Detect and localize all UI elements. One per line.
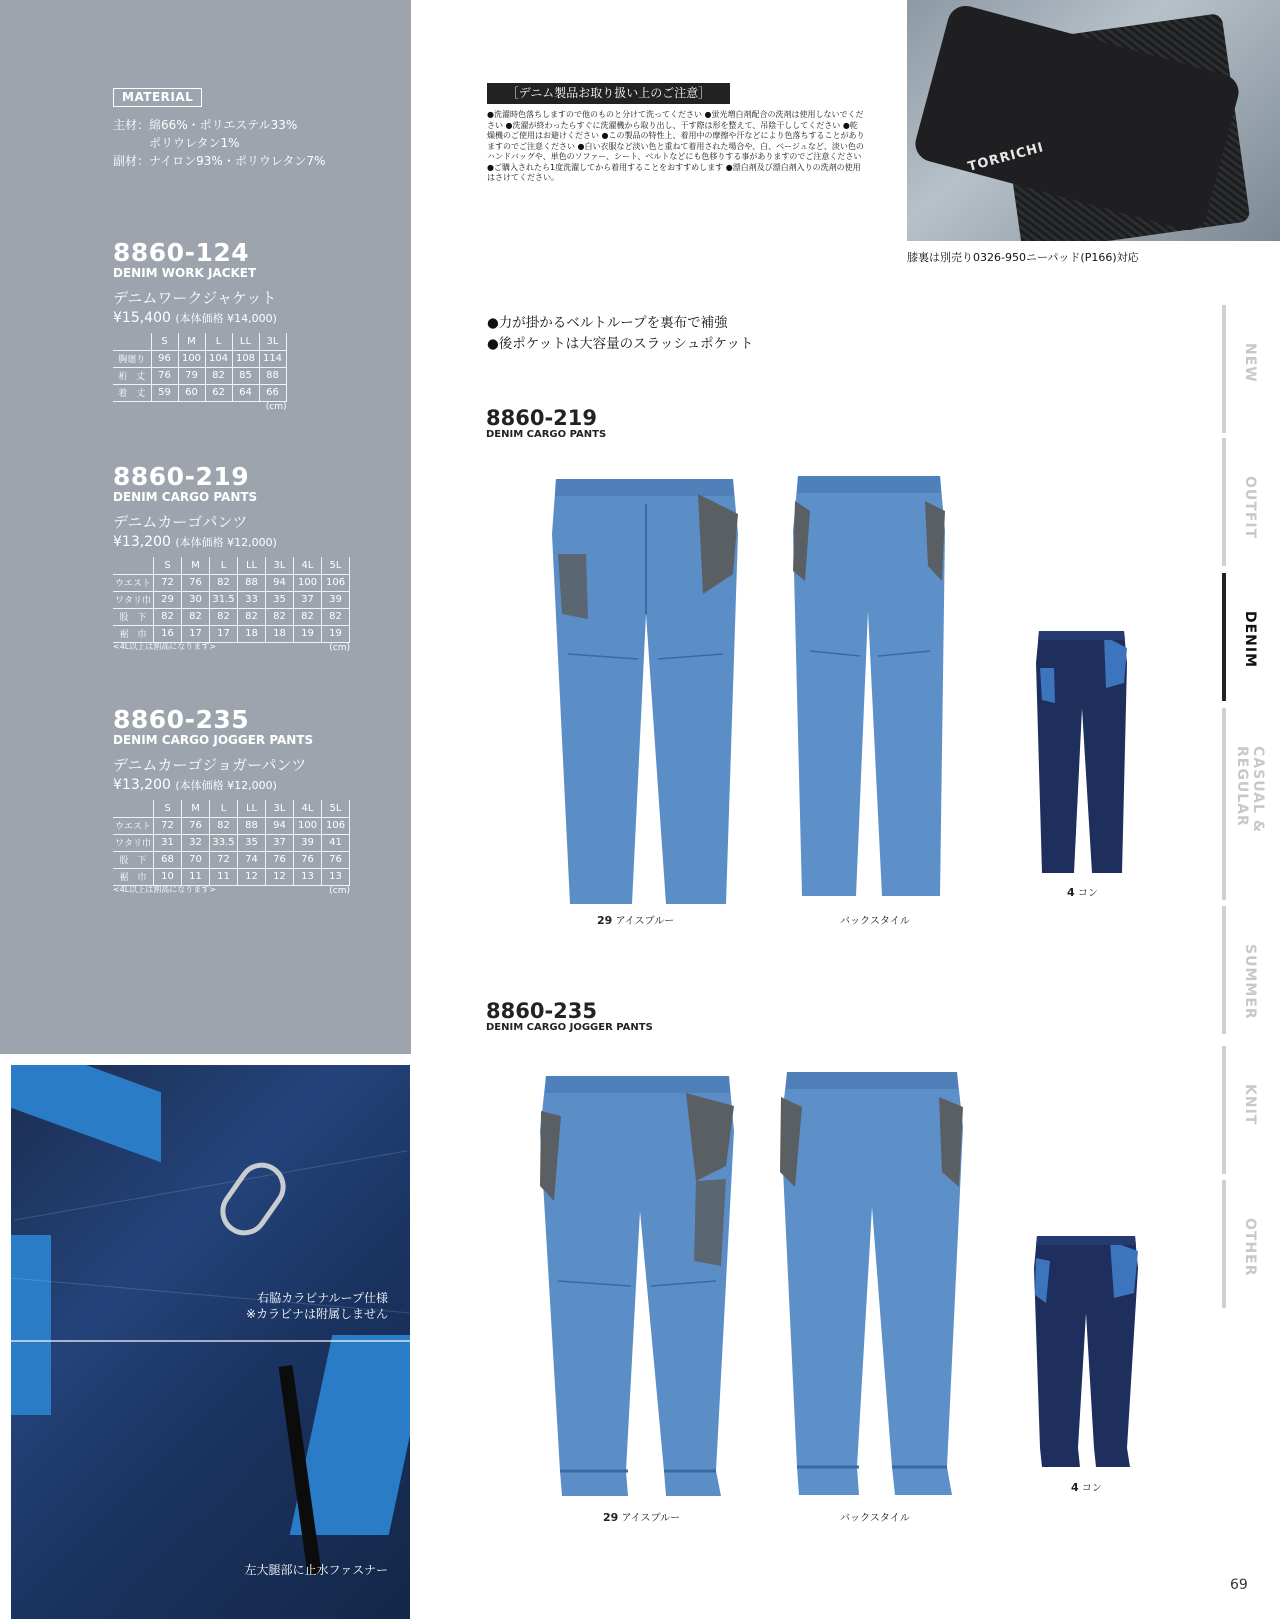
- size-cell: 60: [178, 384, 205, 401]
- tab-new[interactable]: [1220, 305, 1280, 433]
- spec-block-cargo-pants: [113, 464, 350, 652]
- size-row-label: 胸廻り: [113, 350, 151, 367]
- spec-price: [113, 775, 350, 796]
- product-header: [486, 407, 606, 441]
- size-row: [113, 851, 350, 868]
- size-cell: 59: [151, 384, 178, 401]
- size-cell: 82: [154, 608, 182, 625]
- size-header: M: [178, 333, 205, 350]
- size-header: M: [182, 800, 210, 817]
- size-header: 3L: [259, 333, 286, 350]
- size-header: S: [151, 333, 178, 350]
- size-cell: 35: [266, 591, 294, 608]
- swatch-label-back: バックスタイル: [840, 1513, 910, 1524]
- material-badge: MATERIAL: [113, 88, 202, 107]
- color-code: 4: [1071, 1481, 1079, 1494]
- size-cell: 13: [294, 868, 322, 885]
- cargo-pants-navy: [1034, 628, 1129, 875]
- size-row-label: 裾 巾: [113, 625, 154, 642]
- unit-label: (cm): [265, 401, 287, 412]
- unit-label: (cm): [329, 642, 351, 653]
- page-number: 69: [1230, 1577, 1248, 1593]
- size-cell: 82: [294, 608, 322, 625]
- swatch-label-navy: [1071, 1479, 1102, 1494]
- size-row: [113, 591, 350, 608]
- caption-line: 右脇カラビナループ仕様: [257, 1291, 388, 1305]
- size-row-label: ウエスト: [113, 574, 154, 591]
- spec-block-jacket: [113, 240, 287, 412]
- price-note: (本体価格 ¥12,000): [175, 779, 277, 792]
- size-row-label: ワタリ巾: [113, 591, 154, 608]
- size-cell: 39: [294, 834, 322, 851]
- size-cell: 30: [182, 591, 210, 608]
- size-cell: 11: [210, 868, 238, 885]
- size-cell: 32: [182, 834, 210, 851]
- spec-code: 8860-219: [113, 462, 250, 491]
- size-row-label: ウエスト: [113, 817, 154, 834]
- color-code: 29: [603, 1511, 619, 1524]
- size-cell: 82: [210, 817, 238, 834]
- detail-photo: [11, 1065, 410, 1619]
- spec-name-en: DENIM CARGO JOGGER PANTS: [113, 733, 314, 747]
- size-cell: 76: [294, 851, 322, 868]
- caption-line: ※カラビナは附属しません: [245, 1307, 388, 1321]
- spec-code: 8860-235: [113, 705, 250, 734]
- size-cell: 106: [322, 574, 350, 591]
- size-cell: 31.5: [210, 591, 238, 608]
- swatch-label-ice-blue: [597, 912, 674, 927]
- size-header-row: [113, 333, 286, 350]
- size-cell: 106: [322, 817, 350, 834]
- size-cell: 12: [266, 868, 294, 885]
- size-note: <4L以上は割高になります>: [113, 884, 216, 894]
- size-cell: 72: [210, 851, 238, 868]
- size-header: LL: [238, 557, 266, 574]
- tab-denim[interactable]: [1220, 573, 1280, 701]
- tab-other[interactable]: [1220, 1180, 1280, 1308]
- size-row: [113, 608, 350, 625]
- size-cell: 31: [154, 834, 182, 851]
- tab-outfit[interactable]: [1220, 438, 1280, 566]
- size-cell: 82: [266, 608, 294, 625]
- size-cell: 82: [182, 608, 210, 625]
- size-corner: [113, 557, 154, 574]
- size-header: LL: [232, 333, 259, 350]
- size-cell: 74: [238, 851, 266, 868]
- size-cell: 17: [210, 625, 238, 642]
- size-cell: 37: [266, 834, 294, 851]
- size-row: [113, 350, 286, 367]
- size-cell: 100: [294, 817, 322, 834]
- size-cell: 100: [294, 574, 322, 591]
- size-row: [113, 868, 350, 885]
- size-cell: 35: [238, 834, 266, 851]
- size-cell: 17: [182, 625, 210, 642]
- color-name: コン: [1077, 888, 1098, 899]
- tab-label: OTHER: [1242, 1218, 1258, 1277]
- size-header: M: [182, 557, 210, 574]
- size-header: 4L: [294, 800, 322, 817]
- size-cell: 70: [182, 851, 210, 868]
- size-cell: 100: [178, 350, 205, 367]
- product-header: [486, 1000, 653, 1034]
- size-row-label: 裾 巾: [113, 868, 154, 885]
- size-header: L: [205, 333, 232, 350]
- size-row: [113, 625, 350, 642]
- size-cell: 29: [154, 591, 182, 608]
- tab-label: CASUAL & REGULAR: [1234, 746, 1266, 833]
- care-title: ［デニム製品お取り扱い上のご注意］: [487, 83, 730, 104]
- size-row: [113, 367, 286, 384]
- size-cell: 94: [266, 817, 294, 834]
- size-row-label: 股 下: [113, 608, 154, 625]
- size-cell: 16: [154, 625, 182, 642]
- size-row-label: 裄 丈: [113, 367, 151, 384]
- size-header: LL: [238, 800, 266, 817]
- zipper-caption: 左大腿部に止水ファスナー: [244, 1563, 388, 1577]
- jogger-pants-navy: [1032, 1233, 1140, 1469]
- tab-bar: [1222, 305, 1226, 433]
- knee-pad-photo: [907, 0, 1280, 241]
- size-row-label: 股 下: [113, 851, 154, 868]
- spec-name-en: DENIM WORK JACKET: [113, 266, 257, 280]
- size-cell: 19: [322, 625, 350, 642]
- unit-label: (cm): [329, 885, 351, 896]
- spec-name-en: DENIM CARGO PANTS: [113, 490, 258, 504]
- price-note: (本体価格 ¥14,000): [175, 312, 277, 325]
- blue-panel: [11, 1065, 161, 1162]
- tab-bar: [1222, 906, 1226, 1034]
- size-header-row: [113, 800, 350, 817]
- seam: [14, 1150, 407, 1220]
- price-value: ¥13,200: [113, 777, 171, 793]
- size-cell: 76: [182, 574, 210, 591]
- size-row: [113, 384, 286, 401]
- size-table: [113, 333, 287, 402]
- size-cell: 96: [151, 350, 178, 367]
- size-cell: 85: [232, 367, 259, 384]
- spec-code: 8860-124: [113, 238, 250, 267]
- size-note: <4L以上は割高になります>: [113, 641, 216, 651]
- cargo-pants-back: [790, 471, 948, 899]
- size-cell: 12: [238, 868, 266, 885]
- material-line: ポリウレタン1%: [113, 136, 240, 150]
- tab-casual-regular[interactable]: [1220, 708, 1280, 900]
- spec-name-jp: デニムカーゴジョガーパンツ: [113, 756, 307, 774]
- size-cell: 82: [210, 608, 238, 625]
- size-cell: 33.5: [210, 834, 238, 851]
- feature-bullets: [487, 313, 753, 355]
- blue-panel: [11, 1235, 51, 1415]
- material-composition: [113, 116, 325, 170]
- cargo-pants-front: [548, 474, 743, 909]
- jogger-pants-back: [777, 1067, 967, 1497]
- size-cell: 88: [238, 574, 266, 591]
- spec-price: [113, 532, 350, 553]
- tab-label: NEW: [1242, 343, 1258, 383]
- tab-summer[interactable]: [1220, 906, 1280, 1034]
- divider: [11, 1340, 410, 1342]
- size-header: S: [154, 800, 182, 817]
- size-cell: 72: [154, 574, 182, 591]
- size-cell: 79: [178, 367, 205, 384]
- product-code: 8860-235: [486, 999, 597, 1023]
- size-cell: 108: [232, 350, 259, 367]
- material-line: 副材：ナイロン93%・ポリウレタン7%: [113, 154, 326, 168]
- size-cell: 11: [182, 868, 210, 885]
- tab-bar: [1222, 1046, 1226, 1174]
- tab-knit[interactable]: [1220, 1046, 1280, 1174]
- tab-bar: [1222, 573, 1226, 701]
- product-name: DENIM CARGO PANTS: [486, 429, 607, 440]
- tab-bar: [1222, 708, 1226, 900]
- size-cell: 66: [259, 384, 286, 401]
- size-row-label: 着 丈: [113, 384, 151, 401]
- size-row: [113, 817, 350, 834]
- size-cell: 10: [154, 868, 182, 885]
- swatch-label-back: バックスタイル: [840, 916, 910, 927]
- color-code: 4: [1067, 886, 1075, 899]
- size-cell: 18: [266, 625, 294, 642]
- material-line: 主材：綿66%・ポリエステル33%: [113, 118, 298, 132]
- size-cell: 82: [205, 367, 232, 384]
- tab-label: KNIT: [1242, 1084, 1258, 1126]
- size-cell: 33: [238, 591, 266, 608]
- brand-label: TORRICHI: [966, 140, 1046, 175]
- size-header: 3L: [266, 557, 294, 574]
- color-name: アイスブルー: [621, 1513, 681, 1524]
- swatch-label-ice-blue: [603, 1509, 680, 1524]
- size-corner: [113, 800, 154, 817]
- size-cell: 94: [266, 574, 294, 591]
- size-cell: 88: [259, 367, 286, 384]
- knee-caption: 膝裏は別売り0326-950ニーパッド(P166)対応: [907, 251, 1139, 264]
- size-cell: 19: [294, 625, 322, 642]
- price-value: ¥13,200: [113, 534, 171, 550]
- left-spec-panel: [0, 0, 411, 1054]
- product-code: 8860-219: [486, 406, 597, 430]
- size-header: 5L: [322, 557, 350, 574]
- size-header: 5L: [322, 800, 350, 817]
- spec-price: [113, 308, 287, 329]
- size-row-label: ワタリ巾: [113, 834, 154, 851]
- price-value: ¥15,400: [113, 310, 171, 326]
- tab-label: DENIM: [1242, 611, 1258, 669]
- size-header-row: [113, 557, 350, 574]
- size-cell: 41: [322, 834, 350, 851]
- size-cell: 88: [238, 817, 266, 834]
- color-name: コン: [1081, 1483, 1102, 1494]
- size-cell: 76: [266, 851, 294, 868]
- size-cell: 18: [238, 625, 266, 642]
- carabiner-caption: [200, 1290, 388, 1322]
- spec-name-jp: デニムワークジャケット: [113, 289, 277, 307]
- size-header: L: [210, 557, 238, 574]
- care-text: ●洗濯時色落ちしますので他のものと分けて洗ってください ●蛍光増白剤配合の洗剤は使用しないでください ●洗濯が終わったらすぐに洗濯機から取り出し、干す際は形を整えて、吊陰干ししてください ●乾燥機のご使用はお避けください ●この製品の特性上、着用中の摩擦や汗などにより色落ちすることがありますのでご注意ください ●白い衣服など淡い色と重ねて着用された場合や、白、ベージュなど、淡い色のハンドバッグや、単色のソファー、シート、ベルトなどにも色移りする事がありますのでご注意ください ●ご購入されたら1度洗濯してから着用することをおすすめします ●漂白剤及び漂白剤入りの洗剤の使用はさけてください。: [487, 110, 865, 182]
- size-cell: 37: [294, 591, 322, 608]
- tab-bar: [1222, 1180, 1226, 1308]
- size-row: [113, 834, 350, 851]
- size-cell: 82: [238, 608, 266, 625]
- size-cell: 76: [322, 851, 350, 868]
- bullet-item: ●力が掛かるベルトループを裏布で補強: [487, 315, 728, 331]
- size-cell: 82: [210, 574, 238, 591]
- size-cell: 62: [205, 384, 232, 401]
- size-row: [113, 574, 350, 591]
- color-name: アイスブルー: [615, 916, 675, 927]
- tab-label: OUTFIT: [1242, 476, 1258, 540]
- size-cell: 104: [205, 350, 232, 367]
- size-header: 3L: [266, 800, 294, 817]
- size-cell: 114: [259, 350, 286, 367]
- size-header: 4L: [294, 557, 322, 574]
- spec-name-jp: デニムカーゴパンツ: [113, 513, 248, 531]
- size-table: [113, 557, 350, 643]
- size-header: L: [210, 800, 238, 817]
- swatch-label-navy: [1067, 884, 1098, 899]
- tab-label: SUMMER: [1242, 944, 1258, 1020]
- bullet-item: ●後ポケットは大容量のスラッシュポケット: [487, 336, 754, 352]
- size-cell: 82: [322, 608, 350, 625]
- size-cell: 64: [232, 384, 259, 401]
- size-cell: 68: [154, 851, 182, 868]
- size-header: S: [154, 557, 182, 574]
- jogger-pants-front: [536, 1071, 739, 1499]
- size-cell: 13: [322, 868, 350, 885]
- spec-block-jogger-pants: [113, 707, 350, 895]
- size-cell: 76: [182, 817, 210, 834]
- size-corner: [113, 333, 151, 350]
- size-cell: 39: [322, 591, 350, 608]
- price-note: (本体価格 ¥12,000): [175, 536, 277, 549]
- product-name: DENIM CARGO JOGGER PANTS: [486, 1022, 653, 1033]
- size-table: [113, 800, 350, 886]
- tab-bar: [1222, 438, 1226, 566]
- color-code: 29: [597, 914, 613, 927]
- size-cell: 76: [151, 367, 178, 384]
- size-cell: 72: [154, 817, 182, 834]
